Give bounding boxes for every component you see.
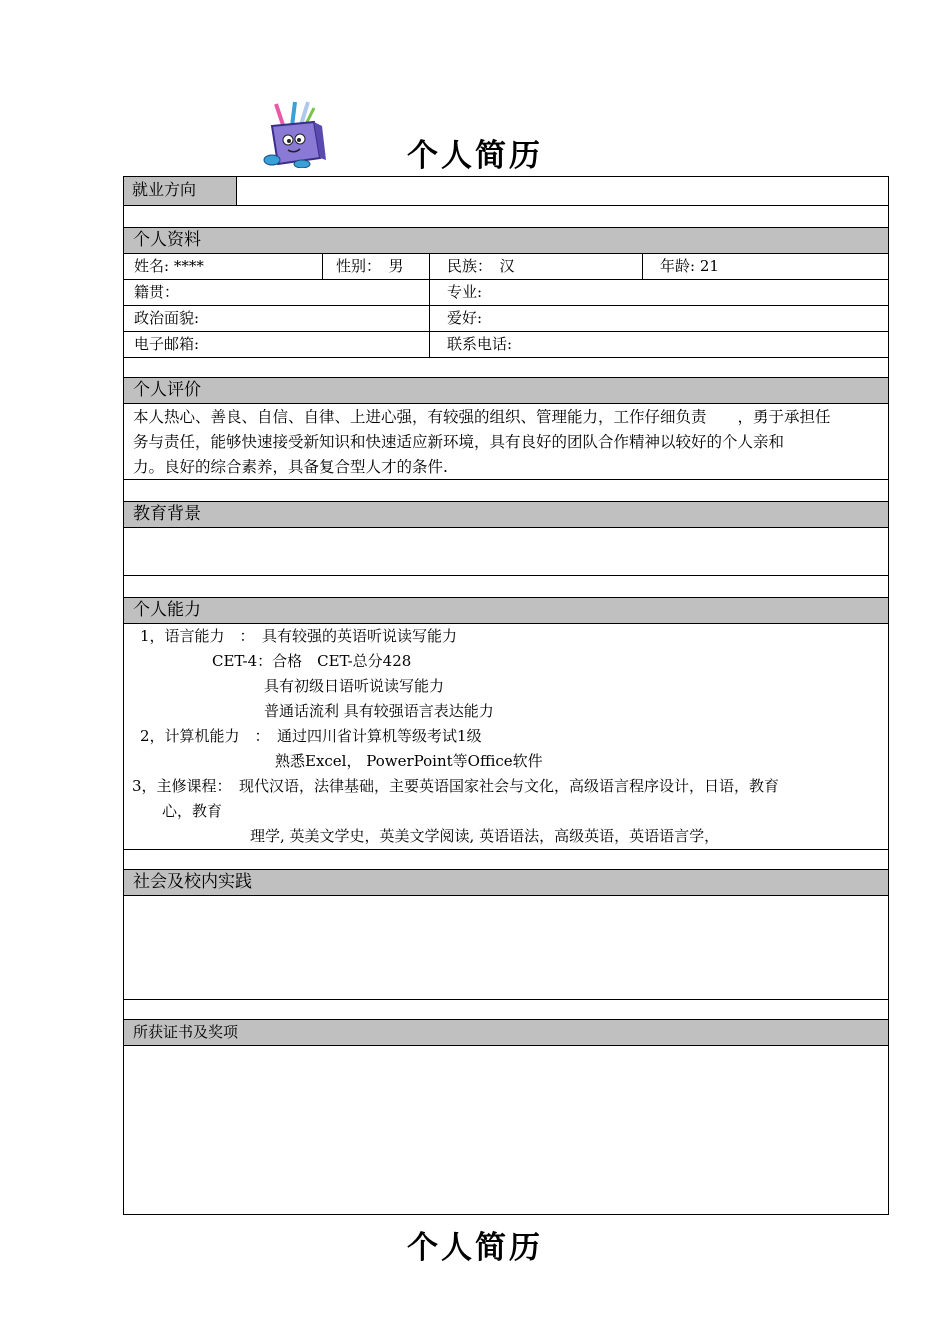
footer-title: 个人简历 bbox=[407, 1230, 543, 1266]
personal-row-2 bbox=[124, 279, 888, 305]
abilities-line: 普通话流利 具有较强语言表达能力 bbox=[264, 702, 494, 720]
evaluation-line: 力。良好的综合素养，具备复合型人才的条件. bbox=[133, 458, 448, 476]
personal-row-4 bbox=[124, 331, 888, 357]
hobby-field: 爱好: bbox=[429, 306, 890, 331]
abilities-body bbox=[124, 623, 888, 849]
evaluation-line: 本人热心、善良、自信、自律、上进心强，有较强的组织、管理能力，工作仔细负责 ，勇于承担任 bbox=[133, 408, 831, 426]
abilities-line: 心，教育 bbox=[162, 802, 223, 820]
major-field: 专业: bbox=[429, 280, 890, 305]
abilities-line: CET-4：合格 CET-总分428 bbox=[212, 652, 412, 670]
abilities-line: 2，计算机能力 ： 通过四川省计算机等级考试1级 bbox=[140, 727, 482, 745]
abilities-line: 熟悉Excel， PowerPoint等Office软件 bbox=[275, 752, 543, 770]
abilities-line: 理学, 英美文学史，英美文学阅读, 英语语法，高级英语，英语语言学， bbox=[250, 827, 720, 845]
practice-body bbox=[124, 895, 888, 999]
evaluation-header: 个人评价 bbox=[124, 377, 888, 403]
abilities-line: 具有初级日语听说读写能力 bbox=[264, 677, 445, 695]
name-field: 姓名: **** bbox=[134, 257, 204, 275]
evaluation-line: 务与责任，能够快速接受新知识和快速适应新环境，具有良好的团队合作精神以较好的个人亲和 bbox=[133, 433, 785, 451]
spacer-row bbox=[124, 205, 888, 227]
spacer-row bbox=[124, 357, 888, 377]
career-value bbox=[236, 177, 890, 205]
personal-row-3 bbox=[124, 305, 888, 331]
resume-table bbox=[123, 176, 889, 1215]
spacer-row bbox=[124, 575, 888, 597]
phone-field: 联系电话: bbox=[429, 332, 890, 357]
career-row bbox=[124, 177, 888, 205]
spacer-row bbox=[124, 849, 888, 869]
awards-header: 所获证书及奖项 bbox=[124, 1019, 888, 1045]
page-title: 个人简历 bbox=[407, 138, 543, 174]
ethnicity-field: 民族： 汉 bbox=[429, 254, 642, 279]
practice-header: 社会及校内实践 bbox=[124, 869, 888, 895]
personal-row-1 bbox=[124, 253, 888, 279]
awards-body bbox=[124, 1045, 888, 1214]
gender-field: 性别： 男 bbox=[322, 254, 429, 279]
abilities-line: 1，语言能力 ： 具有较强的英语听说读写能力 bbox=[140, 627, 458, 645]
email-field: 电子邮箱: bbox=[134, 335, 200, 353]
hometown-field: 籍贯： bbox=[134, 283, 180, 301]
education-body bbox=[124, 527, 888, 575]
spacer-row bbox=[124, 479, 888, 501]
abilities-line: 3，主修课程： 现代汉语，法律基础，主要英语国家社会与文化，高级语言程序设计，日语，教育 bbox=[132, 777, 780, 795]
career-label: 就业方向 bbox=[124, 177, 236, 205]
political-field: 政治面貌: bbox=[134, 309, 200, 327]
age-field: 年龄: 21 bbox=[642, 254, 890, 279]
spacer-row bbox=[124, 999, 888, 1019]
abilities-header: 个人能力 bbox=[124, 597, 888, 623]
personal-header: 个人资料 bbox=[124, 227, 888, 253]
evaluation-body bbox=[124, 403, 888, 479]
education-header: 教育背景 bbox=[124, 501, 888, 527]
